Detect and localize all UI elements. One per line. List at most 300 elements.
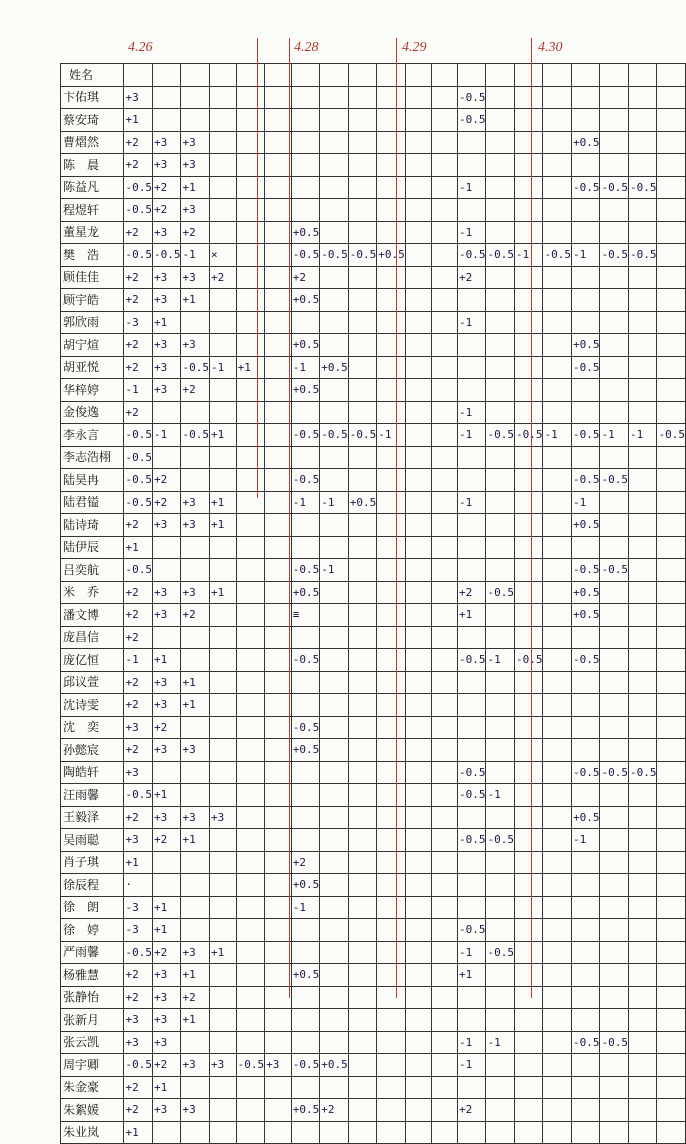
- score-cell: [291, 829, 320, 852]
- score-cell: [265, 289, 292, 312]
- student-name: 程煜轩: [61, 199, 124, 222]
- score-cell: [236, 199, 265, 222]
- score-cell: [600, 109, 629, 132]
- score-cell: [628, 739, 657, 762]
- student-name: 张静怡: [61, 986, 124, 1009]
- student-row: [61, 1099, 686, 1122]
- score-cell: [543, 109, 572, 132]
- score-mark: +3: [153, 360, 168, 374]
- score-cell: [291, 491, 320, 514]
- score-mark: -0.5: [601, 1035, 628, 1049]
- score-mark: -0.5: [458, 765, 486, 779]
- score-cell: [571, 109, 600, 132]
- score-cell: [377, 626, 406, 649]
- score-cell: [152, 941, 181, 964]
- score-mark: +3: [153, 675, 168, 689]
- score-cell: [348, 559, 377, 582]
- score-cell: [377, 716, 406, 739]
- score-cell: [628, 446, 657, 469]
- header-cell: [431, 64, 457, 87]
- score-cell: [236, 896, 265, 919]
- score-cell: [377, 221, 406, 244]
- student-row: [61, 311, 686, 334]
- score-cell: [628, 986, 657, 1009]
- score-cell: [431, 649, 457, 672]
- score-cell: [124, 356, 153, 379]
- score-cell: [377, 176, 406, 199]
- score-cell: [152, 131, 181, 154]
- score-mark: -0.5: [349, 428, 377, 442]
- score-cell: [152, 694, 181, 717]
- score-cell: [152, 469, 181, 492]
- score-cell: [348, 604, 377, 627]
- score-cell: [265, 896, 292, 919]
- score-cell: [124, 491, 153, 514]
- score-cell: [600, 694, 629, 717]
- score-cell: [457, 131, 486, 154]
- score-cell: [152, 334, 181, 357]
- score-mark: -1: [125, 383, 139, 397]
- score-cell: [431, 536, 457, 559]
- score-cell: [236, 469, 265, 492]
- score-cell: [571, 514, 600, 537]
- score-cell: [209, 536, 236, 559]
- score-cell: [600, 806, 629, 829]
- score-cell: [571, 131, 600, 154]
- score-cell: [457, 919, 486, 942]
- score-cell: [181, 131, 210, 154]
- score-cell: [628, 154, 657, 177]
- score-cell: [348, 244, 377, 267]
- header-cell: [152, 64, 181, 87]
- score-cell: [320, 806, 349, 829]
- score-cell: [543, 964, 572, 987]
- score-cell: [543, 761, 572, 784]
- score-cell: [543, 289, 572, 312]
- score-cell: [457, 964, 486, 987]
- score-cell: [124, 716, 153, 739]
- score-cell: [236, 694, 265, 717]
- score-cell: [291, 559, 320, 582]
- score-cell: [514, 311, 543, 334]
- score-cell: [265, 694, 292, 717]
- score-cell: [431, 109, 457, 132]
- score-cell: [431, 401, 457, 424]
- score-cell: [152, 1121, 181, 1144]
- score-cell: [181, 941, 210, 964]
- score-cell: [571, 761, 600, 784]
- score-mark: -1: [458, 1035, 473, 1049]
- student-name: 徐 婷: [61, 919, 124, 942]
- score-cell: [486, 244, 515, 267]
- score-mark: +3: [153, 810, 168, 824]
- score-cell: [431, 829, 457, 852]
- student-row: [61, 716, 686, 739]
- score-mark: -0.5: [153, 248, 181, 262]
- score-cell: [600, 761, 629, 784]
- score-cell: [457, 649, 486, 672]
- score-cell: [431, 739, 457, 762]
- score-cell: [657, 424, 686, 447]
- score-cell: [209, 626, 236, 649]
- score-cell: [486, 671, 515, 694]
- score-cell: [209, 266, 236, 289]
- score-cell: [320, 446, 349, 469]
- score-mark: -3: [125, 315, 139, 329]
- score-cell: [431, 221, 457, 244]
- score-mark: +1: [210, 945, 225, 959]
- score-mark: +3: [153, 968, 168, 982]
- score-cell: [657, 716, 686, 739]
- score-mark: +3: [153, 518, 168, 532]
- score-cell: [291, 401, 320, 424]
- score-cell: [405, 154, 431, 177]
- student-name: 徐辰程: [61, 874, 124, 897]
- score-cell: [348, 694, 377, 717]
- score-mark: +2: [125, 360, 139, 374]
- score-mark: +2: [153, 495, 168, 509]
- score-cell: [377, 829, 406, 852]
- score-cell: [291, 874, 320, 897]
- score-cell: [431, 514, 457, 537]
- score-cell: [291, 694, 320, 717]
- score-cell: [628, 919, 657, 942]
- score-cell: [377, 379, 406, 402]
- score-cell: [543, 1076, 572, 1099]
- score-cell: [657, 379, 686, 402]
- score-cell: [209, 964, 236, 987]
- score-cell: [514, 131, 543, 154]
- score-cell: [657, 784, 686, 807]
- score-mark: +0.5: [321, 360, 348, 374]
- score-cell: [457, 784, 486, 807]
- score-mark: +1: [125, 540, 139, 554]
- score-mark: +2: [182, 990, 196, 1004]
- score-cell: [457, 199, 486, 222]
- student-name: 沈 奕: [61, 716, 124, 739]
- score-cell: [265, 671, 292, 694]
- score-cell: [628, 716, 657, 739]
- student-row: [61, 919, 686, 942]
- score-cell: [124, 919, 153, 942]
- score-cell: [571, 626, 600, 649]
- score-cell: [181, 1076, 210, 1099]
- score-cell: [236, 919, 265, 942]
- student-name: 陆诗琦: [61, 514, 124, 537]
- score-cell: [291, 244, 320, 267]
- score-cell: [152, 716, 181, 739]
- score-cell: [377, 154, 406, 177]
- score-cell: [600, 716, 629, 739]
- score-cell: [265, 941, 292, 964]
- header-cell: [348, 64, 377, 87]
- score-cell: [571, 739, 600, 762]
- score-cell: [431, 919, 457, 942]
- score-mark: -0.5: [487, 248, 514, 262]
- header-cell: [320, 64, 349, 87]
- student-name: 肖子琪: [61, 851, 124, 874]
- score-cell: [657, 941, 686, 964]
- score-cell: [377, 356, 406, 379]
- student-name: 张新月: [61, 1009, 124, 1032]
- score-mark: +1: [153, 900, 168, 914]
- score-cell: [291, 266, 320, 289]
- student-row: [61, 1076, 686, 1099]
- score-cell: [265, 266, 292, 289]
- score-cell: [628, 784, 657, 807]
- score-cell: [152, 1099, 181, 1122]
- score-cell: [320, 221, 349, 244]
- date-label: 4.28: [294, 40, 319, 55]
- score-cell: [236, 536, 265, 559]
- score-mark: -0.5: [125, 180, 152, 194]
- score-cell: [236, 851, 265, 874]
- score-cell: [236, 154, 265, 177]
- score-cell: [543, 266, 572, 289]
- score-cell: [377, 581, 406, 604]
- header-cell: [236, 64, 265, 87]
- student-row: [61, 356, 686, 379]
- score-cell: [628, 334, 657, 357]
- score-cell: [486, 536, 515, 559]
- score-cell: [657, 401, 686, 424]
- score-cell: [152, 739, 181, 762]
- score-cell: [124, 446, 153, 469]
- score-cell: [291, 1099, 320, 1122]
- score-cell: [405, 379, 431, 402]
- score-cell: [124, 851, 153, 874]
- score-mark: +3: [125, 1013, 139, 1027]
- score-mark: +3: [182, 945, 196, 959]
- score-cell: [265, 874, 292, 897]
- score-cell: [348, 829, 377, 852]
- score-cell: [348, 199, 377, 222]
- score-mark: +1: [237, 360, 251, 374]
- score-cell: [209, 1009, 236, 1032]
- score-cell: [600, 874, 629, 897]
- score-cell: [457, 334, 486, 357]
- student-name: 陈益凡: [61, 176, 124, 199]
- student-row: [61, 266, 686, 289]
- score-cell: [514, 469, 543, 492]
- score-cell: [457, 446, 486, 469]
- score-cell: [124, 1031, 153, 1054]
- score-cell: [152, 649, 181, 672]
- score-cell: [600, 266, 629, 289]
- score-mark: -0.5: [292, 428, 320, 442]
- score-mark: -1: [182, 248, 196, 262]
- score-cell: [571, 649, 600, 672]
- score-cell: [431, 311, 457, 334]
- score-mark: +3: [182, 135, 196, 149]
- score-cell: [320, 1031, 349, 1054]
- student-name: 樊 浩: [61, 244, 124, 267]
- score-cell: [457, 289, 486, 312]
- score-cell: [291, 1121, 320, 1144]
- score-cell: [514, 199, 543, 222]
- score-cell: [600, 1076, 629, 1099]
- score-cell: [514, 941, 543, 964]
- header-cell: [405, 64, 431, 87]
- score-mark: +3: [182, 810, 196, 824]
- score-cell: [571, 896, 600, 919]
- score-cell: [486, 1099, 515, 1122]
- score-cell: [209, 154, 236, 177]
- header-cell: [181, 64, 210, 87]
- score-cell: [124, 199, 153, 222]
- score-cell: [600, 514, 629, 537]
- score-cell: [431, 244, 457, 267]
- score-mark: +3: [153, 608, 168, 622]
- score-cell: [377, 536, 406, 559]
- student-name: 庞昌信: [61, 626, 124, 649]
- score-cell: [628, 289, 657, 312]
- score-mark: +2: [125, 270, 139, 284]
- student-name: 董星龙: [61, 221, 124, 244]
- score-cell: [543, 649, 572, 672]
- score-cell: [124, 424, 153, 447]
- score-cell: [486, 266, 515, 289]
- score-cell: [628, 311, 657, 334]
- score-cell: [265, 604, 292, 627]
- score-cell: [657, 1121, 686, 1144]
- score-cell: [265, 986, 292, 1009]
- score-cell: [457, 1054, 486, 1077]
- score-cell: [571, 289, 600, 312]
- score-cell: [600, 964, 629, 987]
- score-cell: [600, 401, 629, 424]
- score-cell: [181, 176, 210, 199]
- header-cell: [628, 64, 657, 87]
- score-cell: [348, 86, 377, 109]
- score-mark: -1: [458, 1058, 473, 1072]
- score-cell: [236, 244, 265, 267]
- score-cell: [320, 581, 349, 604]
- score-cell: [209, 244, 236, 267]
- score-cell: [236, 784, 265, 807]
- student-name: 陆君镒: [61, 491, 124, 514]
- score-cell: [514, 1031, 543, 1054]
- score-cell: [377, 1054, 406, 1077]
- score-cell: [124, 874, 153, 897]
- score-cell: [628, 131, 657, 154]
- score-cell: [431, 379, 457, 402]
- header-cell: [209, 64, 236, 87]
- score-mark: -0.5: [125, 1058, 152, 1072]
- score-cell: [348, 424, 377, 447]
- score-cell: [209, 671, 236, 694]
- score-cell: [657, 131, 686, 154]
- score-cell: [152, 199, 181, 222]
- score-cell: [405, 671, 431, 694]
- score-mark: +2: [292, 270, 307, 284]
- score-cell: [348, 986, 377, 1009]
- score-cell: [657, 874, 686, 897]
- score-cell: [152, 1009, 181, 1032]
- student-row: [61, 1054, 686, 1077]
- score-cell: [514, 694, 543, 717]
- score-cell: [152, 244, 181, 267]
- score-cell: [571, 919, 600, 942]
- score-cell: [124, 1099, 153, 1122]
- score-cell: [320, 1009, 349, 1032]
- score-mark: +3: [153, 338, 168, 352]
- score-cell: [348, 1099, 377, 1122]
- student-row: [61, 851, 686, 874]
- score-cell: [457, 941, 486, 964]
- score-mark: -1: [629, 428, 644, 442]
- score-cell: [377, 761, 406, 784]
- score-cell: [265, 761, 292, 784]
- score-cell: [124, 986, 153, 1009]
- score-cell: [377, 806, 406, 829]
- score-cell: [514, 1054, 543, 1077]
- score-cell: [600, 221, 629, 244]
- score-cell: [320, 986, 349, 1009]
- score-mark: +1: [182, 293, 196, 307]
- score-cell: [236, 806, 265, 829]
- score-cell: [486, 986, 515, 1009]
- score-cell: [152, 514, 181, 537]
- score-cell: [377, 514, 406, 537]
- score-cell: [152, 964, 181, 987]
- score-cell: [377, 1099, 406, 1122]
- score-cell: [181, 469, 210, 492]
- score-cell: [265, 199, 292, 222]
- score-mark: +2: [125, 675, 139, 689]
- score-cell: [236, 514, 265, 537]
- score-mark: +3: [182, 203, 196, 217]
- score-cell: [405, 626, 431, 649]
- score-cell: [514, 514, 543, 537]
- score-cell: [486, 1054, 515, 1077]
- score-cell: [628, 896, 657, 919]
- score-cell: [124, 1054, 153, 1077]
- score-mark: +2: [458, 1103, 473, 1117]
- score-cell: [209, 86, 236, 109]
- score-mark: +0.5: [572, 608, 600, 622]
- score-cell: [405, 424, 431, 447]
- score-cell: [431, 199, 457, 222]
- score-cell: [265, 311, 292, 334]
- score-cell: [320, 491, 349, 514]
- score-mark: +3: [210, 810, 225, 824]
- score-cell: [514, 919, 543, 942]
- score-cell: [431, 559, 457, 582]
- score-cell: [181, 874, 210, 897]
- score-cell: [405, 896, 431, 919]
- score-cell: [457, 1121, 486, 1144]
- score-mark: -0.5: [487, 945, 514, 959]
- score-cell: [236, 1121, 265, 1144]
- score-cell: [209, 649, 236, 672]
- score-cell: [431, 784, 457, 807]
- score-cell: [124, 131, 153, 154]
- score-cell: [236, 761, 265, 784]
- score-cell: [152, 851, 181, 874]
- score-cell: [657, 469, 686, 492]
- score-cell: [291, 986, 320, 1009]
- score-cell: [236, 1009, 265, 1032]
- score-cell: [377, 86, 406, 109]
- score-mark: -0.5: [125, 788, 152, 802]
- score-mark: +3: [182, 1103, 196, 1117]
- score-mark: +2: [210, 270, 225, 284]
- score-cell: [628, 86, 657, 109]
- score-cell: [291, 334, 320, 357]
- score-mark: -0.5: [487, 585, 514, 599]
- score-cell: [124, 536, 153, 559]
